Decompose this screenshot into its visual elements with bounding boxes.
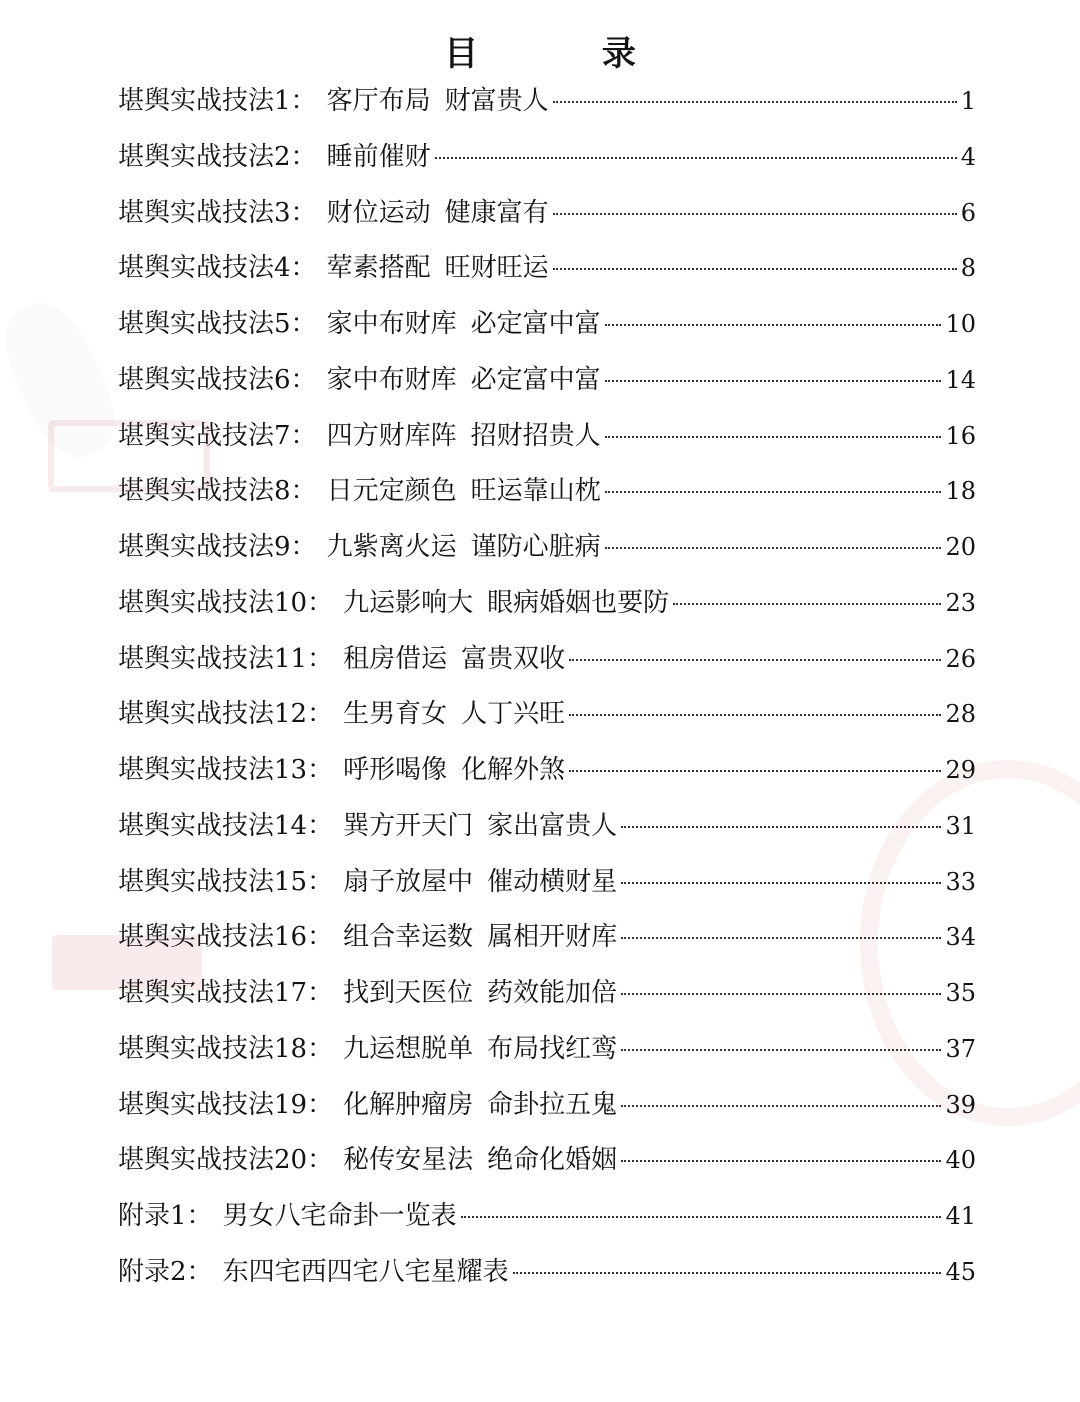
toc-entry-separator: ： <box>290 476 317 507</box>
toc-entry-page-number: 31 <box>945 811 976 840</box>
toc-entry-title: 绝命化婚姻 <box>487 1145 618 1176</box>
toc-entry[interactable] <box>118 914 976 970</box>
toc-entry-title: 巽方开天门 <box>343 810 474 841</box>
toc-entry-title: 旺财旺运 <box>444 253 549 284</box>
toc-entry-separator: ： <box>307 922 334 953</box>
toc-entry[interactable] <box>118 1249 976 1305</box>
toc-entry-page-number: 14 <box>945 365 976 394</box>
toc-entry-label: 堪舆实战技法9 <box>118 532 291 562</box>
toc-entry-title: 找到天医位 <box>343 978 474 1008</box>
toc-entry-title: 财富贵人 <box>444 86 549 116</box>
toc-entry-separator: ： <box>290 86 317 116</box>
toc-entry[interactable] <box>118 301 976 357</box>
dot-leader <box>513 1272 942 1274</box>
toc-entry-title: 组合幸运数 <box>343 922 474 953</box>
toc-entry-title: 命卦拉五鬼 <box>487 1089 618 1120</box>
toc-entry[interactable] <box>118 134 976 190</box>
toc-entry-title: 客厅布局 <box>326 86 431 116</box>
toc-entry-page-number: 20 <box>945 533 976 561</box>
toc-entry-page-number: 26 <box>945 644 976 673</box>
dot-leader <box>621 1160 941 1162</box>
toc-entry[interactable] <box>118 1082 976 1138</box>
toc-entry-separator: ： <box>290 420 317 451</box>
dot-leader <box>621 826 941 828</box>
toc-entry-page-number: 41 <box>945 1202 976 1230</box>
toc-entry-title: 必定富中富 <box>470 364 601 395</box>
toc-entry-page-number: 39 <box>945 1090 976 1119</box>
toc-entry-title: 秘传安星法 <box>343 1145 474 1176</box>
toc-entry-title: 化解外煞 <box>461 755 566 785</box>
toc-entry-label: 堪舆实战技法2 <box>118 141 291 172</box>
toc-entry-label: 堪舆实战技法20 <box>118 1145 308 1176</box>
dot-leader <box>621 1049 941 1051</box>
toc-entry-title: 生男育女 <box>343 699 448 730</box>
toc-entry-label: 堪舆实战技法11 <box>118 643 308 674</box>
dot-leader <box>605 380 942 382</box>
toc-entry[interactable] <box>118 970 976 1026</box>
toc-entry[interactable] <box>118 747 976 803</box>
toc-entry-label: 附录1 <box>118 1201 187 1231</box>
table-of-contents <box>118 78 976 1305</box>
toc-entry-label: 堪舆实战技法10 <box>118 587 308 618</box>
toc-entry-title: 东四宅西四宅八宅星耀表 <box>222 1256 509 1287</box>
toc-entry-title: 家中布财库 <box>326 364 457 395</box>
dot-leader <box>605 324 942 326</box>
toc-entry-page-number: 35 <box>945 979 976 1007</box>
toc-entry-label: 堪舆实战技法18 <box>118 1033 308 1064</box>
toc-entry-separator: ： <box>186 1201 213 1231</box>
toc-entry-title: 布局找红鸾 <box>487 1033 618 1064</box>
toc-entry[interactable] <box>118 524 976 580</box>
toc-entry-separator: ： <box>290 141 317 172</box>
toc-entry-title: 眼病婚姻也要防 <box>487 587 670 618</box>
toc-entry-separator: ： <box>186 1256 213 1287</box>
toc-entry[interactable] <box>118 691 976 747</box>
toc-entry-label: 堪舆实战技法16 <box>118 922 308 953</box>
toc-entry-label: 堪舆实战技法15 <box>118 866 308 897</box>
toc-entry-title: 催动横财星 <box>487 866 618 897</box>
toc-entry[interactable] <box>118 190 976 246</box>
toc-entry-page-number: 33 <box>945 867 976 896</box>
dot-leader <box>621 882 941 884</box>
dot-leader <box>569 770 941 772</box>
toc-entry-page-number: 1 <box>960 87 976 115</box>
toc-entry-separator: ： <box>290 309 317 339</box>
toc-entry-title: 日元定颜色 <box>326 476 457 507</box>
toc-entry-title: 药效能加倍 <box>487 978 618 1008</box>
dot-leader <box>605 547 942 549</box>
toc-entry-page-number: 6 <box>960 198 976 227</box>
toc-entry-page-number: 4 <box>960 142 976 171</box>
toc-entry-label: 堪舆实战技法7 <box>118 420 291 451</box>
toc-entry-separator: ： <box>307 1145 334 1176</box>
toc-entry-label: 堪舆实战技法12 <box>118 699 308 730</box>
toc-entry-separator: ： <box>307 866 334 897</box>
toc-entry-page-number: 18 <box>945 477 976 506</box>
toc-entry[interactable] <box>118 1193 976 1249</box>
toc-entry-title: 四方财库阵 <box>326 420 457 451</box>
toc-entry[interactable] <box>118 1026 976 1082</box>
dot-leader <box>621 1105 941 1107</box>
dot-leader <box>553 268 957 270</box>
toc-entry-label: 堪舆实战技法17 <box>118 978 308 1008</box>
toc-entry-page-number: 37 <box>945 1034 976 1063</box>
toc-entry-page-number: 40 <box>945 1146 976 1175</box>
toc-entry[interactable] <box>118 636 976 692</box>
toc-entry-label: 堪舆实战技法5 <box>118 309 291 339</box>
toc-entry-separator: ： <box>290 253 317 284</box>
toc-entry-separator: ： <box>307 1033 334 1064</box>
toc-entry-title: 家中布财库 <box>326 309 457 339</box>
toc-entry[interactable] <box>118 1137 976 1193</box>
dot-leader <box>605 491 942 493</box>
toc-entry-title: 旺运靠山枕 <box>470 476 601 507</box>
toc-entry-separator: ： <box>307 643 334 674</box>
dot-leader <box>569 714 941 716</box>
toc-entry-separator: ： <box>307 587 334 618</box>
toc-entry-label: 堪舆实战技法19 <box>118 1089 308 1120</box>
toc-entry-page-number: 34 <box>945 923 976 952</box>
toc-entry-page-number: 23 <box>945 588 976 617</box>
toc-entry-title: 富贵双收 <box>461 643 566 674</box>
toc-entry-title: 九运想脱单 <box>343 1033 474 1064</box>
toc-entry-separator: ： <box>290 197 317 228</box>
toc-entry-title: 睡前催财 <box>326 141 431 172</box>
toc-entry-title: 荤素搭配 <box>326 253 431 284</box>
toc-entry-page-number: 28 <box>945 700 976 729</box>
dot-leader <box>621 937 941 939</box>
toc-entry-label: 堪舆实战技法4 <box>118 253 291 284</box>
toc-entry[interactable] <box>118 245 976 301</box>
dot-leader <box>553 213 957 215</box>
toc-entry[interactable] <box>118 413 976 469</box>
toc-entry-title: 财位运动 <box>326 197 431 228</box>
toc-entry-separator: ： <box>307 699 334 730</box>
toc-entry[interactable] <box>118 468 976 524</box>
toc-entry-page-number: 16 <box>945 421 976 450</box>
toc-entry-title: 必定富中富 <box>470 309 601 339</box>
toc-entry-separator: ： <box>307 978 334 1008</box>
dot-leader <box>569 659 941 661</box>
toc-entry-label: 附录2 <box>118 1256 187 1287</box>
toc-entry-page-number: 29 <box>945 756 976 784</box>
toc-entry-title: 租房借运 <box>343 643 448 674</box>
toc-entry-title: 健康富有 <box>444 197 549 228</box>
toc-entry-label: 堪舆实战技法13 <box>118 755 308 785</box>
toc-entry-label: 堪舆实战技法14 <box>118 810 308 841</box>
toc-entry-title: 招财招贵人 <box>470 420 601 451</box>
toc-entry-page-number: 45 <box>945 1257 976 1286</box>
toc-entry-title: 扇子放屋中 <box>343 866 474 897</box>
toc-entry-label: 堪舆实战技法1 <box>118 86 291 116</box>
dot-leader <box>461 1216 942 1218</box>
dot-leader <box>621 993 941 995</box>
dot-leader <box>673 603 941 605</box>
toc-entry[interactable] <box>118 580 976 636</box>
toc-entry-title: 人丁兴旺 <box>461 699 566 730</box>
toc-entry-separator: ： <box>307 755 334 785</box>
toc-entry-title: 呼形喝像 <box>343 755 448 785</box>
dot-leader <box>605 436 942 438</box>
toc-entry-title: 家出富贵人 <box>487 810 618 841</box>
page-title: 目 录 <box>444 34 692 74</box>
toc-entry-label: 堪舆实战技法8 <box>118 476 291 507</box>
toc-entry-page-number: 10 <box>945 310 976 338</box>
toc-entry[interactable] <box>118 78 976 134</box>
toc-entry[interactable] <box>118 803 976 859</box>
toc-entry-title: 九紫离火运 <box>326 532 457 562</box>
toc-entry-title: 谨防心脏病 <box>470 532 601 562</box>
dot-leader <box>553 101 957 103</box>
toc-entry-separator: ： <box>307 810 334 841</box>
toc-entry[interactable] <box>118 357 976 413</box>
toc-entry-title: 男女八宅命卦一览表 <box>222 1201 457 1231</box>
toc-entry-page-number: 8 <box>960 254 976 283</box>
toc-entry-title: 化解肿瘤房 <box>343 1089 474 1120</box>
dot-leader <box>435 157 957 159</box>
toc-entry-label: 堪舆实战技法6 <box>118 364 291 395</box>
toc-entry-title: 属相开财库 <box>487 922 618 953</box>
toc-entry[interactable] <box>118 859 976 915</box>
toc-entry-separator: ： <box>290 364 317 395</box>
toc-entry-separator: ： <box>307 1089 334 1120</box>
toc-entry-label: 堪舆实战技法3 <box>118 197 291 228</box>
toc-entry-separator: ： <box>290 532 317 562</box>
toc-entry-title: 九运影响大 <box>343 587 474 618</box>
